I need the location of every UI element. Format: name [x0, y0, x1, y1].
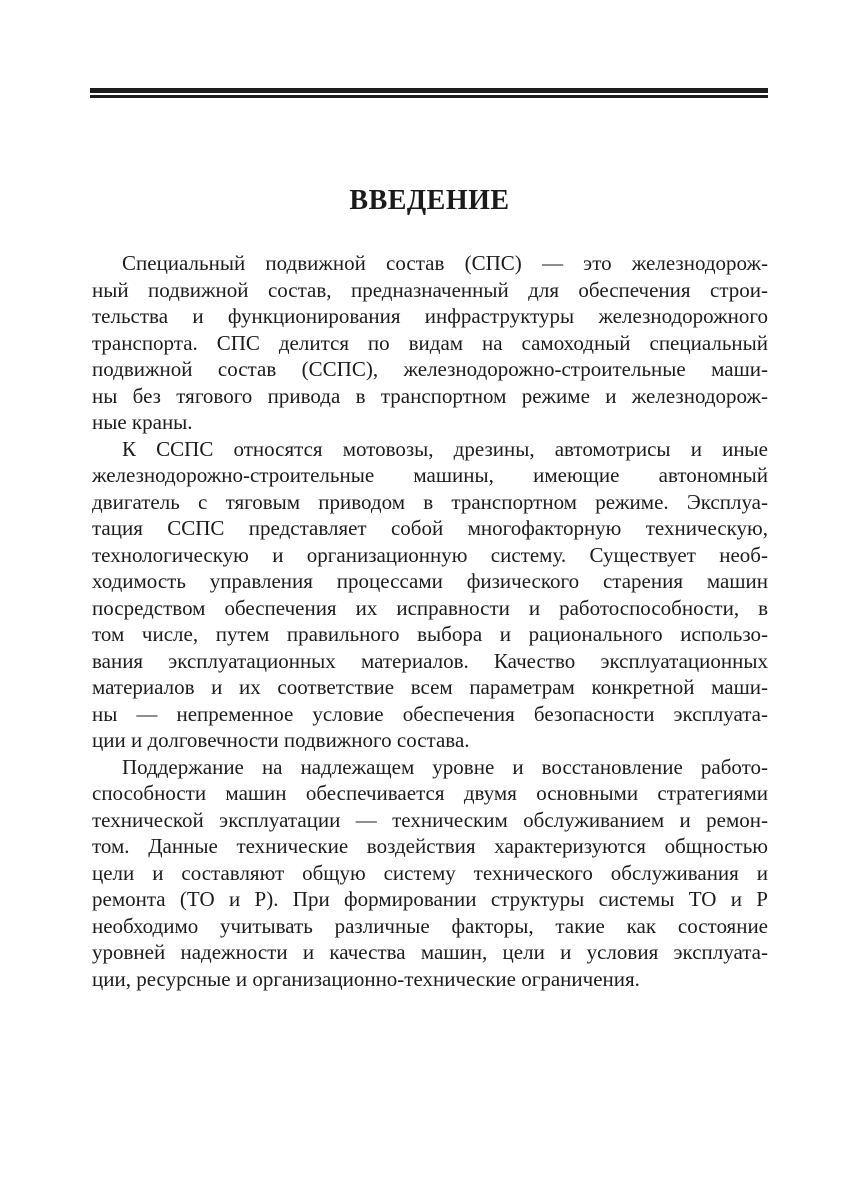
- text-line: том числе, путем правильного выбора и рационального использо-: [92, 622, 768, 646]
- text-line: ции, ресурсные и организационно-технические ограничения.: [92, 966, 640, 991]
- text-line: тельства и функционирования инфраструктуры железнодорожного: [92, 304, 768, 328]
- text-line: ны без тягового привода в транспортном режиме и железнодорож-: [92, 383, 768, 408]
- text-line: технической эксплуатации — техническим обслуживанием и ремон-: [92, 807, 768, 832]
- body-text: [92, 250, 768, 992]
- text-line: материалов и их соответствие всем параметрам конкретной маши-: [92, 675, 768, 699]
- text-line: ции и долговечности подвижного состава.: [92, 728, 470, 752]
- text-line: ный подвижной состав, предназначенный для обеспечения строи-: [92, 277, 768, 302]
- text-line: двигатель с тяговым приводом в транспортном режиме. Эксплуа-: [92, 489, 768, 514]
- text-line: посредством обеспечения их исправности и работоспособности, в: [92, 595, 768, 620]
- text-line: транспорта. СПС делится по видам на самоходный специальный: [92, 330, 768, 355]
- text-line: тация ССПС представляет собой многофакторную техническую,: [92, 516, 768, 540]
- text-line: подвижной состав (ССПС), железнодорожно-строительные маши-: [92, 357, 768, 381]
- text-line: способности машин обеспечивается двумя основными стратегиями: [92, 781, 768, 805]
- text-line: ны — непременное условие обеспечения безопасности эксплуата-: [92, 701, 768, 726]
- rule-thin-line: [90, 95, 768, 98]
- text-line: уровней надежности и качества машин, цели и условия эксплуата-: [92, 940, 768, 964]
- text-line: цели и составляют общую систему технического обслуживания и: [92, 860, 768, 885]
- text-line: Специальный подвижной состав (СПС) — это железнодорож-: [122, 251, 768, 275]
- text-line: ходимость управления процессами физического старения машин: [92, 569, 768, 593]
- header-double-rule: [90, 88, 768, 98]
- chapter-title: ВВЕДЕНИЕ: [349, 185, 510, 216]
- text-line: ные краны.: [92, 410, 193, 434]
- text-line: технологическую и организационную систему. Существует необ-: [92, 542, 768, 567]
- paragraph: [92, 436, 768, 754]
- text-line: том. Данные технические воздействия характеризуются общностью: [92, 834, 768, 858]
- text-line: Поддержание на надлежащем уровне и восстановление работо-: [122, 754, 768, 779]
- text-line: вания эксплуатационных материалов. Качество эксплуатационных: [92, 648, 768, 673]
- rule-thick-line: [90, 88, 768, 93]
- text-line: необходимо учитывать различные факторы, такие как состояние: [92, 913, 768, 938]
- paragraph: [92, 250, 768, 436]
- paragraph: [92, 754, 768, 993]
- text-line: ремонта (ТО и Р). При формировании структуры системы ТО и Р: [92, 887, 768, 911]
- text-line: К ССПС относятся мотовозы, дрезины, автомотрисы и иные: [122, 436, 768, 461]
- text-line: железнодорожно-строительные машины, имеющие автономный: [92, 463, 768, 487]
